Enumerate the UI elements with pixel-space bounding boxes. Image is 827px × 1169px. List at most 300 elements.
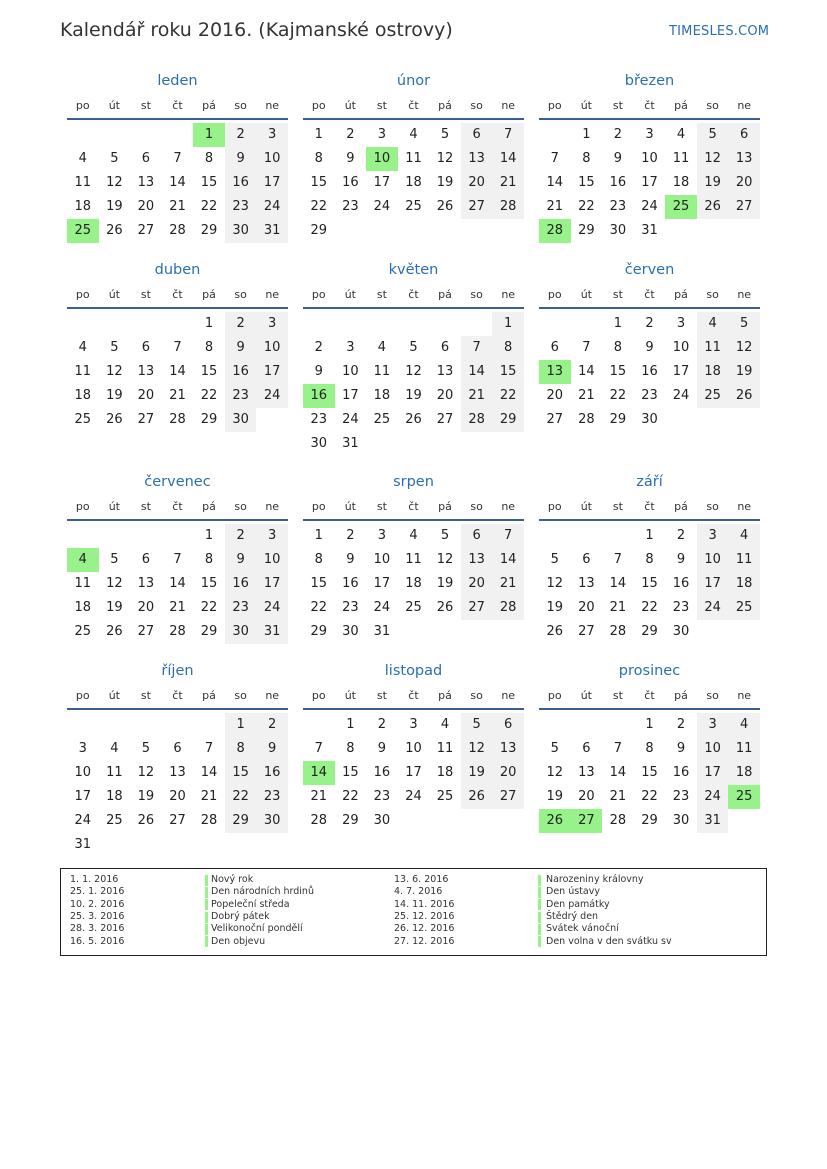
day-cell: 20	[461, 171, 493, 195]
day-cell: 30	[342, 624, 359, 639]
weekday-header: čt	[172, 689, 183, 702]
day-cell: 4	[409, 528, 418, 543]
weekday-header: po	[75, 689, 90, 702]
day-cell: 29	[492, 408, 524, 432]
day-cell: 13	[578, 576, 595, 591]
day-cell: 9	[613, 151, 623, 166]
day-cell: 15	[609, 364, 627, 379]
day-cell: 25	[74, 412, 92, 427]
weekday-header: so	[470, 689, 483, 702]
day-cell: 30	[373, 813, 391, 828]
brand-link[interactable]: TIMESLES.COM	[669, 24, 770, 39]
month-name: červen	[624, 262, 675, 278]
legend-marker	[538, 899, 541, 910]
day-cell: 28	[169, 624, 186, 639]
day-cell: 8	[645, 741, 654, 756]
weekday-header: út	[108, 500, 120, 513]
day-cell: 29	[200, 624, 218, 639]
day-cell: 26	[436, 600, 454, 615]
day-cell: 25	[405, 199, 422, 214]
holiday-day-cell: 16	[303, 384, 335, 408]
day-cell: 18	[672, 175, 690, 190]
day-cell: 28	[169, 412, 186, 427]
day-cell: 27	[137, 223, 155, 238]
weekday-header: út	[580, 689, 592, 702]
day-cell: 1	[613, 316, 623, 331]
day-cell: 14	[492, 548, 524, 572]
day-cell: 21	[609, 600, 627, 615]
holiday-day-cell: 10	[366, 147, 398, 171]
day-cell: 21	[492, 572, 524, 596]
day-cell: 7	[492, 123, 524, 147]
month-name: září	[636, 474, 663, 490]
legend-holiday-name: Den ústavy	[546, 886, 600, 898]
day-cell: 24	[74, 813, 92, 828]
day-cell: 26	[436, 199, 454, 214]
weekday-header: ne	[265, 288, 280, 301]
weekday-header: pá	[202, 99, 216, 112]
day-cell: 13	[137, 364, 155, 379]
day-cell: 28	[461, 408, 493, 432]
day-cell: 25	[74, 624, 92, 639]
day-cell: 19	[106, 199, 123, 214]
day-cell: 14	[461, 360, 493, 384]
day-cell: 17	[405, 765, 422, 780]
day-cell: 23	[342, 199, 359, 214]
legend-date: 16. 5. 2016	[70, 935, 125, 947]
legend-marker	[538, 936, 541, 947]
day-cell: 17	[373, 175, 391, 190]
day-cell: 31	[641, 223, 658, 238]
day-cell: 9	[225, 336, 257, 360]
day-cell: 24	[256, 195, 288, 219]
legend-marker	[205, 875, 208, 886]
day-cell: 17	[672, 364, 690, 379]
day-cell: 14	[169, 364, 186, 379]
weekday-header: út	[344, 500, 356, 513]
legend-marker	[205, 887, 208, 898]
weekday-header: po	[311, 689, 326, 702]
day-cell: 11	[373, 364, 391, 379]
day-cell: 23	[342, 600, 359, 615]
weekday-header: čt	[644, 99, 655, 112]
day-cell: 20	[137, 199, 155, 214]
weekday-header: po	[75, 99, 90, 112]
day-cell: 7	[204, 741, 214, 756]
day-cell: 8	[204, 151, 214, 166]
day-cell: 26	[137, 813, 155, 828]
day-cell: 25	[728, 596, 760, 620]
day-cell: 5	[110, 340, 119, 355]
holiday-day-cell: 4	[67, 548, 99, 572]
day-cell: 23	[641, 388, 658, 403]
day-cell: 24	[373, 600, 391, 615]
weekday-header: st	[376, 500, 387, 513]
day-cell: 9	[346, 151, 355, 166]
day-cell: 15	[578, 175, 595, 190]
day-cell: 22	[609, 388, 627, 403]
weekday-header: ne	[737, 99, 752, 112]
weekday-header: ne	[501, 288, 516, 301]
day-cell: 11	[74, 576, 92, 591]
day-cell: 16	[342, 576, 359, 591]
day-cell: 18	[74, 199, 92, 214]
day-cell: 19	[137, 789, 155, 804]
month-name: říjen	[161, 663, 194, 679]
weekday-header: ne	[737, 689, 752, 702]
holiday-day-cell: 14	[303, 761, 335, 785]
day-cell: 5	[550, 741, 559, 756]
month-name: červenec	[144, 474, 211, 490]
weekday-header: út	[344, 99, 356, 112]
day-cell: 3	[377, 528, 387, 543]
day-cell: 13	[137, 576, 155, 591]
day-cell: 24	[342, 412, 359, 427]
day-cell: 21	[169, 600, 186, 615]
day-cell: 5	[110, 151, 119, 166]
day-cell: 11	[672, 151, 690, 166]
day-cell: 12	[106, 175, 123, 190]
day-cell: 1	[645, 717, 654, 732]
month-divider	[303, 519, 524, 521]
day-cell: 29	[641, 624, 658, 639]
day-cell: 14	[609, 576, 627, 591]
day-cell: 17	[697, 572, 729, 596]
weekday-header: po	[311, 500, 326, 513]
day-cell: 18	[728, 572, 760, 596]
day-cell: 30	[609, 223, 627, 238]
day-cell: 17	[641, 175, 658, 190]
day-cell: 28	[169, 223, 186, 238]
day-cell: 21	[169, 388, 186, 403]
day-cell: 11	[728, 548, 760, 572]
month-divider	[303, 307, 524, 309]
month-name: únor	[396, 73, 431, 89]
day-cell: 7	[492, 524, 524, 548]
day-cell: 3	[676, 316, 686, 331]
day-cell: 4	[676, 127, 686, 142]
day-cell: 18	[74, 388, 92, 403]
weekday-header: út	[580, 500, 592, 513]
day-cell: 10	[373, 552, 391, 567]
day-cell: 20	[546, 388, 564, 403]
weekday-header: st	[612, 689, 623, 702]
legend-marker	[538, 912, 541, 923]
day-cell: 28	[609, 624, 627, 639]
month-divider	[539, 307, 760, 309]
weekday-header: st	[612, 99, 623, 112]
legend-date: 25. 3. 2016	[70, 910, 125, 922]
day-cell: 29	[609, 412, 627, 427]
day-cell: 7	[173, 340, 182, 355]
legend-marker	[538, 875, 541, 886]
day-cell: 10	[342, 364, 359, 379]
day-cell: 17	[373, 576, 391, 591]
month-divider	[67, 118, 288, 120]
legend-marker	[205, 924, 208, 935]
weekday-header: čt	[408, 99, 419, 112]
day-cell: 5	[440, 127, 450, 142]
day-cell: 31	[342, 436, 359, 451]
day-cell: 18	[373, 388, 391, 403]
day-cell: 4	[409, 127, 418, 142]
weekday-header: ne	[501, 500, 516, 513]
day-cell: 8	[346, 741, 355, 756]
legend-date: 14. 11. 2016	[394, 898, 455, 910]
day-cell: 16	[256, 761, 288, 785]
day-cell: 8	[204, 340, 214, 355]
day-cell: 4	[440, 717, 450, 732]
weekday-header: pá	[438, 500, 452, 513]
day-cell: 13	[436, 364, 454, 379]
day-cell: 30	[225, 620, 257, 644]
day-cell: 15	[225, 761, 257, 785]
day-cell: 20	[137, 388, 155, 403]
day-cell: 16	[225, 171, 257, 195]
day-cell: 6	[492, 713, 524, 737]
day-cell: 3	[256, 123, 288, 147]
page-title: Kalendář roku 2016. (Kajmanské ostrovy)	[60, 19, 453, 41]
day-cell: 27	[137, 624, 155, 639]
day-cell: 18	[106, 789, 123, 804]
weekday-header: st	[376, 288, 387, 301]
legend-date: 28. 3. 2016	[70, 923, 125, 935]
day-cell: 18	[74, 600, 92, 615]
legend-marker	[205, 899, 208, 910]
day-cell: 14	[578, 364, 595, 379]
day-cell: 28	[200, 813, 218, 828]
day-cell: 22	[310, 199, 328, 214]
month-name: srpen	[393, 474, 434, 490]
day-cell: 15	[492, 360, 524, 384]
day-cell: 18	[405, 576, 422, 591]
weekday-header: út	[108, 288, 120, 301]
day-cell: 30	[225, 408, 257, 432]
weekday-header: pá	[202, 500, 216, 513]
day-cell: 19	[436, 576, 454, 591]
day-cell: 2	[613, 127, 623, 142]
day-cell: 7	[613, 552, 623, 567]
weekday-header: so	[706, 689, 719, 702]
day-cell: 12	[436, 552, 454, 567]
holiday-day-cell: 25	[67, 219, 99, 243]
day-cell: 27	[169, 813, 186, 828]
month-divider	[67, 307, 288, 309]
day-cell: 10	[672, 340, 690, 355]
day-cell: 29	[310, 223, 328, 238]
day-cell: 21	[461, 384, 493, 408]
weekday-header: pá	[674, 99, 688, 112]
day-cell: 26	[106, 223, 123, 238]
day-cell: 7	[461, 336, 493, 360]
day-cell: 6	[141, 552, 151, 567]
day-cell: 5	[110, 552, 119, 567]
day-cell: 27	[461, 596, 493, 620]
day-cell: 20	[461, 572, 493, 596]
day-cell: 6	[173, 741, 182, 756]
day-cell: 20	[728, 171, 760, 195]
day-cell: 31	[256, 219, 288, 243]
day-cell: 15	[200, 576, 218, 591]
day-cell: 31	[74, 837, 92, 852]
day-cell: 19	[106, 388, 123, 403]
month-divider	[303, 708, 524, 710]
day-cell: 23	[609, 199, 627, 214]
holiday-day-cell: 27	[571, 809, 603, 833]
weekday-header: po	[547, 500, 562, 513]
day-cell: 29	[200, 412, 218, 427]
day-cell: 8	[225, 737, 257, 761]
day-cell: 3	[697, 713, 729, 737]
day-cell: 11	[728, 737, 760, 761]
day-cell: 10	[697, 548, 729, 572]
weekday-header: ne	[501, 689, 516, 702]
day-cell: 24	[672, 388, 690, 403]
day-cell: 22	[200, 199, 218, 214]
weekday-header: út	[108, 689, 120, 702]
day-cell: 23	[225, 596, 257, 620]
day-cell: 23	[310, 412, 328, 427]
legend-holiday-name: Popeleční středa	[211, 898, 290, 910]
weekday-header: pá	[674, 288, 688, 301]
day-cell: 27	[546, 412, 564, 427]
day-cell: 10	[256, 147, 288, 171]
day-cell: 24	[697, 596, 729, 620]
day-cell: 5	[461, 713, 493, 737]
day-cell: 8	[314, 151, 323, 166]
day-cell: 8	[645, 552, 654, 567]
weekday-header: pá	[438, 689, 452, 702]
day-cell: 26	[461, 785, 493, 809]
day-cell: 19	[546, 600, 564, 615]
day-cell: 7	[582, 340, 591, 355]
weekday-header: čt	[408, 689, 419, 702]
day-cell: 12	[461, 737, 493, 761]
weekday-header: st	[376, 99, 387, 112]
day-cell: 25	[373, 412, 391, 427]
day-cell: 1	[204, 316, 214, 331]
day-cell: 22	[578, 199, 595, 214]
day-cell: 4	[697, 312, 729, 336]
day-cell: 30	[641, 412, 658, 427]
weekday-header: čt	[408, 500, 419, 513]
month-divider	[67, 708, 288, 710]
day-cell: 27	[578, 624, 595, 639]
day-cell: 15	[200, 175, 218, 190]
month-name: květen	[388, 262, 439, 278]
weekday-header: pá	[202, 689, 216, 702]
weekday-header: po	[311, 288, 326, 301]
legend-date: 13. 6. 2016	[394, 874, 449, 885]
day-cell: 13	[461, 548, 493, 572]
day-cell: 19	[106, 600, 123, 615]
day-cell: 12	[546, 576, 564, 591]
day-cell: 2	[645, 316, 654, 331]
day-cell: 3	[78, 741, 87, 756]
day-cell: 3	[645, 127, 654, 142]
day-cell: 15	[342, 765, 359, 780]
day-cell: 21	[609, 789, 627, 804]
weekday-header: pá	[202, 288, 216, 301]
day-cell: 25	[436, 789, 454, 804]
legend-holiday-name: Dobrý pátek	[211, 910, 270, 922]
weekday-header: ne	[265, 689, 280, 702]
day-cell: 17	[342, 388, 359, 403]
day-cell: 27	[461, 195, 493, 219]
day-cell: 2	[676, 717, 686, 732]
weekday-header: po	[311, 99, 326, 112]
day-cell: 6	[461, 524, 493, 548]
day-cell: 20	[578, 789, 595, 804]
day-cell: 2	[346, 127, 355, 142]
month-name: listopad	[384, 663, 443, 679]
day-cell: 8	[204, 552, 214, 567]
weekday-header: út	[108, 99, 120, 112]
weekday-header: so	[470, 500, 483, 513]
day-cell: 6	[141, 340, 151, 355]
day-cell: 21	[492, 171, 524, 195]
day-cell: 25	[697, 384, 729, 408]
day-cell: 23	[672, 600, 690, 615]
day-cell: 13	[728, 147, 760, 171]
day-cell: 27	[137, 412, 155, 427]
weekday-header: út	[580, 99, 592, 112]
day-cell: 14	[492, 147, 524, 171]
day-cell: 16	[225, 360, 257, 384]
day-cell: 3	[256, 524, 288, 548]
weekday-header: st	[140, 99, 151, 112]
day-cell: 11	[697, 336, 729, 360]
weekday-header: po	[547, 288, 562, 301]
day-cell: 5	[697, 123, 729, 147]
day-cell: 15	[310, 175, 328, 190]
day-cell: 2	[314, 340, 323, 355]
day-cell: 9	[676, 741, 686, 756]
day-cell: 31	[256, 620, 288, 644]
day-cell: 19	[461, 761, 493, 785]
day-cell: 31	[373, 624, 391, 639]
weekday-header: st	[140, 500, 151, 513]
day-cell: 12	[137, 765, 155, 780]
day-cell: 12	[106, 576, 123, 591]
day-cell: 29	[225, 809, 257, 833]
holiday-day-cell: 1	[193, 123, 225, 147]
day-cell: 23	[672, 789, 690, 804]
day-cell: 12	[405, 364, 422, 379]
weekday-header: čt	[172, 99, 183, 112]
day-cell: 6	[582, 741, 591, 756]
day-cell: 11	[74, 364, 92, 379]
legend-holiday-name: Štědrý den	[546, 910, 599, 922]
day-cell: 21	[169, 199, 186, 214]
weekday-header: čt	[172, 500, 183, 513]
legend-date: 4. 7. 2016	[394, 886, 443, 898]
day-cell: 11	[436, 741, 454, 756]
day-cell: 14	[169, 576, 186, 591]
legend-date: 1. 1. 2016	[70, 874, 119, 885]
legend-holiday-name: Nový rok	[211, 874, 254, 885]
day-cell: 14	[609, 765, 627, 780]
day-cell: 20	[436, 388, 454, 403]
day-cell: 10	[641, 151, 658, 166]
day-cell: 2	[676, 528, 686, 543]
weekday-header: so	[706, 99, 719, 112]
day-cell: 9	[377, 741, 387, 756]
legend-marker	[538, 924, 541, 935]
day-cell: 13	[492, 737, 524, 761]
day-cell: 4	[377, 340, 387, 355]
weekday-header: pá	[674, 689, 688, 702]
